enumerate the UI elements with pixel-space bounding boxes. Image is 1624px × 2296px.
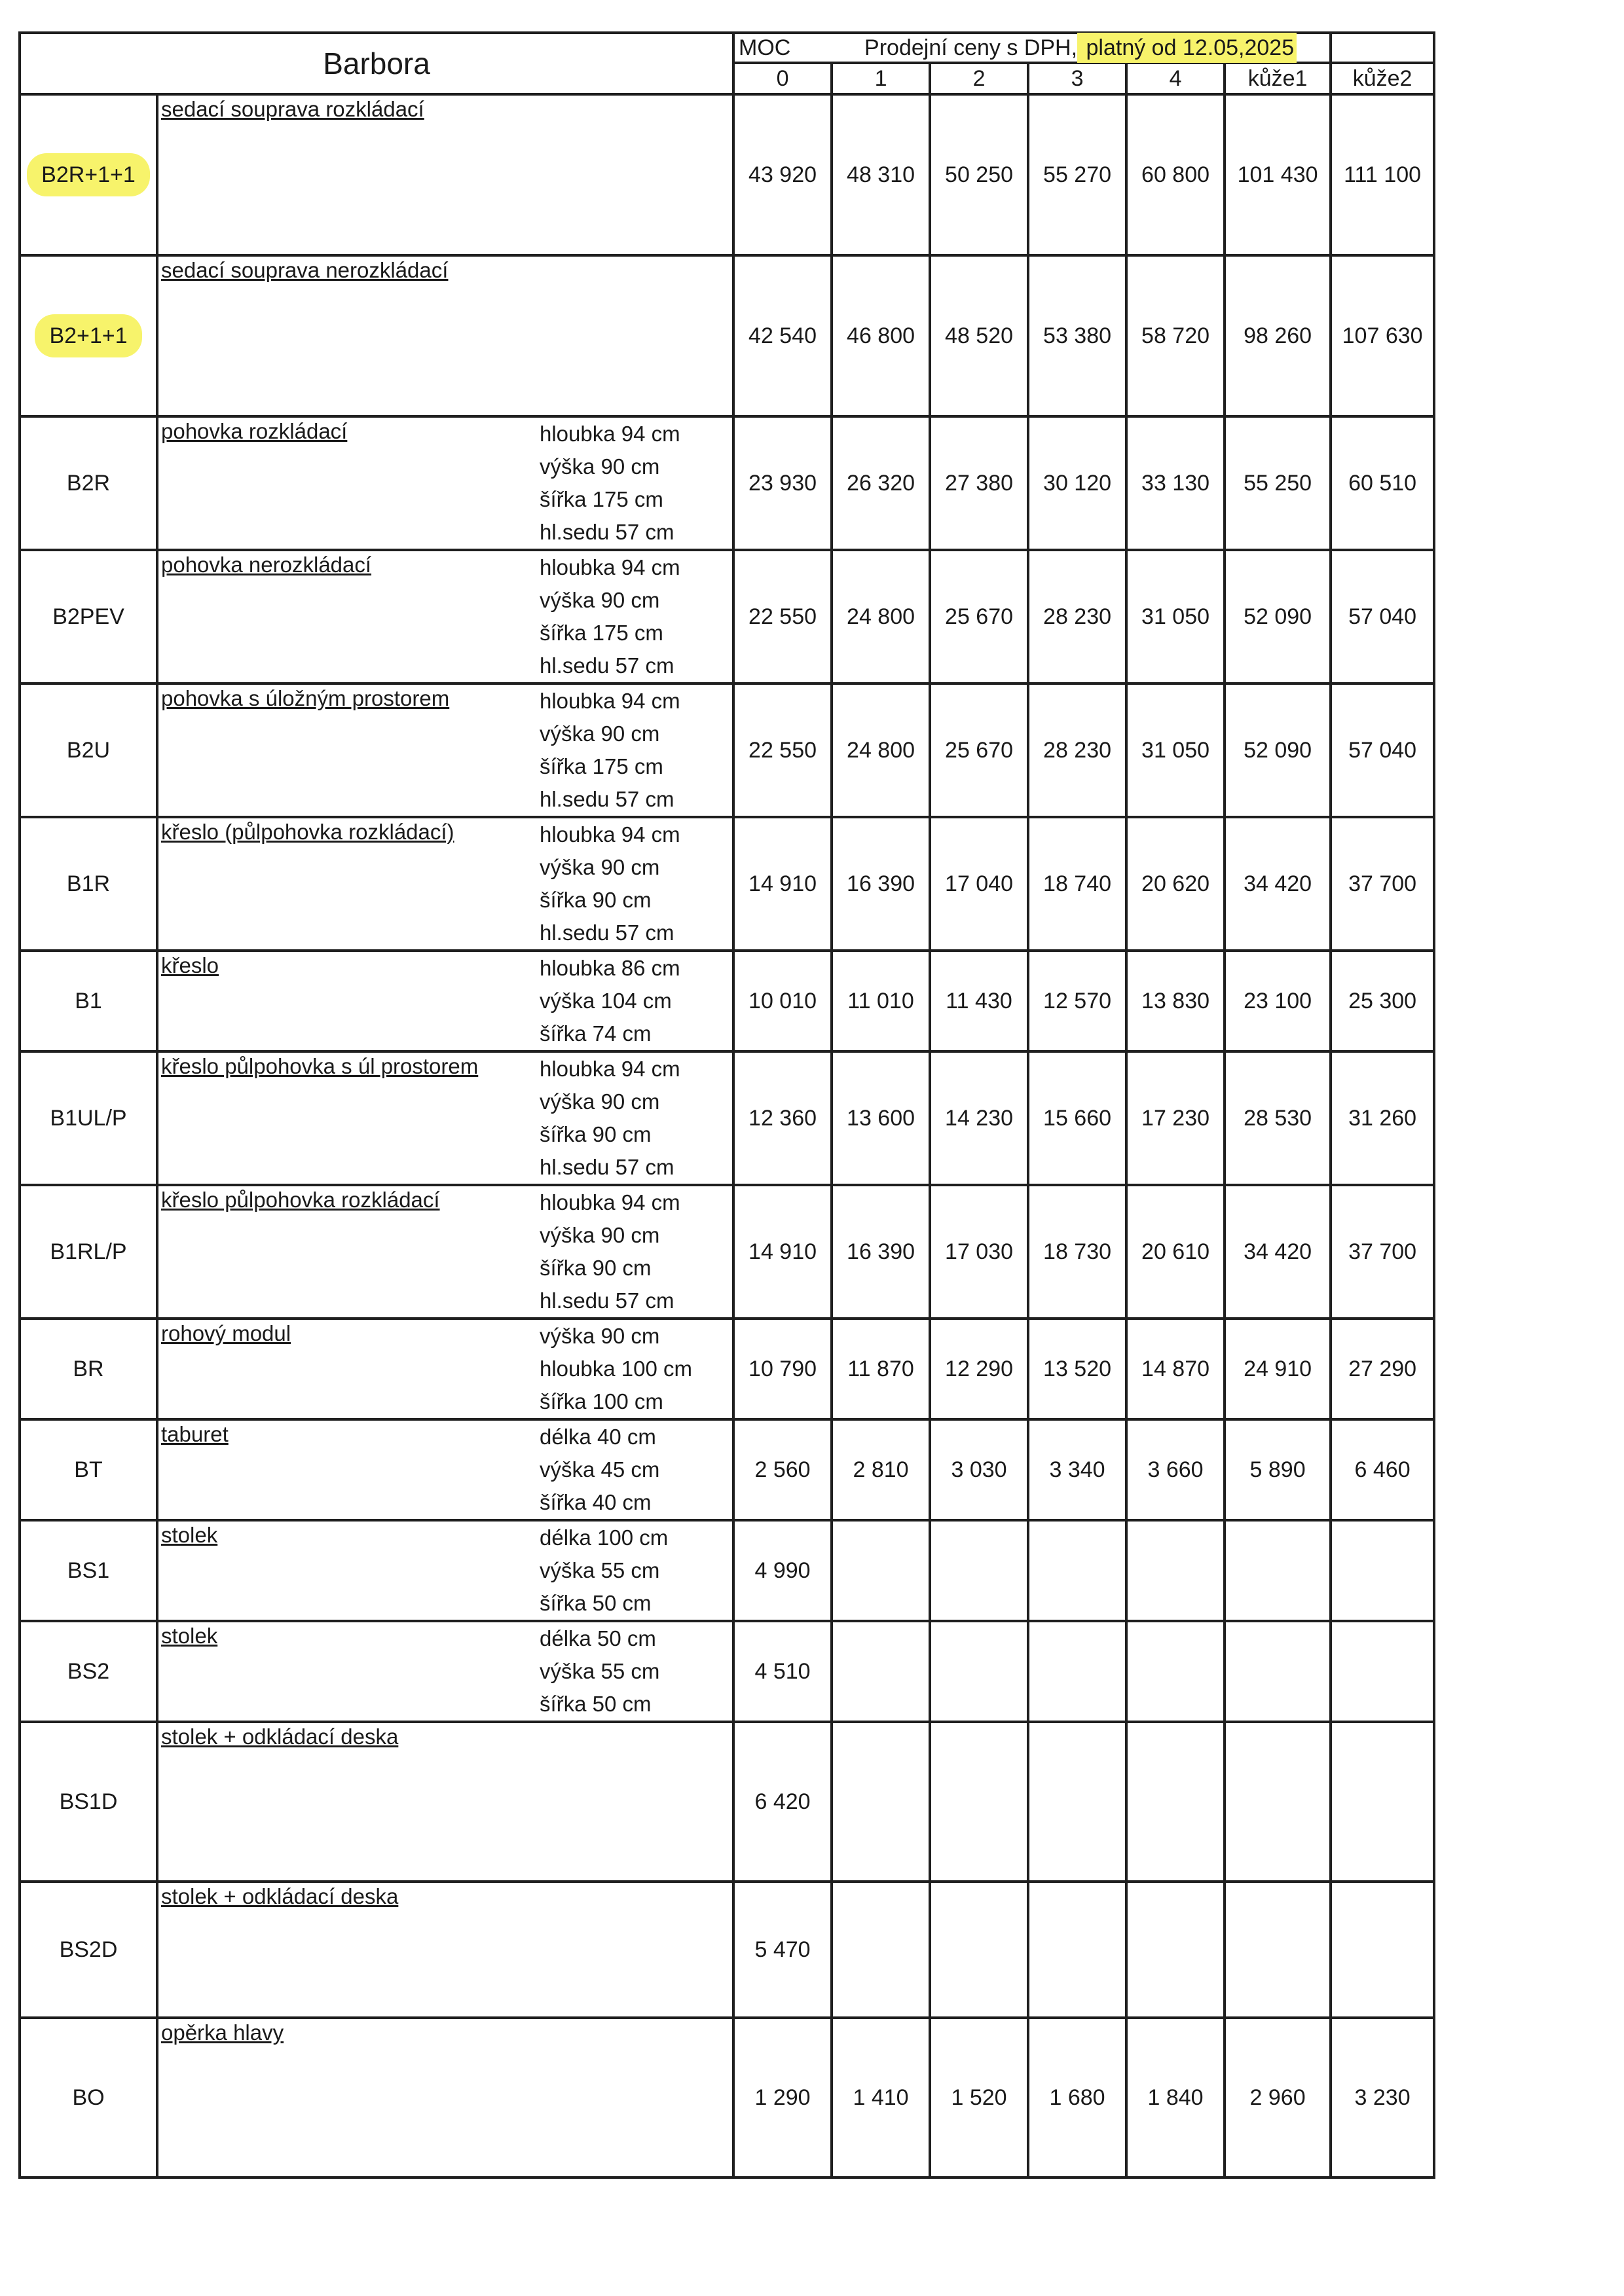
- price-cell: 2 560: [733, 1419, 832, 1520]
- product-code-cell: [20, 951, 157, 1051]
- product-dimensions-cell: [537, 1621, 733, 1722]
- price-cell: 3 340: [1028, 1419, 1126, 1520]
- product-description-cell: [157, 951, 537, 1051]
- product-code: B2R: [66, 470, 111, 496]
- price-cell: 53 380: [1028, 255, 1126, 416]
- dimension-line: šířka 74 cm: [540, 1021, 652, 1046]
- price-cell: 42 540: [733, 255, 832, 416]
- dimension-line: hloubka 86 cm: [540, 956, 680, 980]
- price-cell: [1126, 1520, 1225, 1621]
- product-dimensions-cell: [537, 683, 733, 817]
- dimension-line: výška 90 cm: [540, 721, 660, 746]
- dimension-line: výška 90 cm: [540, 1089, 660, 1114]
- column-header: 1: [832, 63, 930, 94]
- dimension-line: hl.sedu 57 cm: [540, 1288, 674, 1313]
- dimension-line: výška 90 cm: [540, 855, 660, 879]
- price-cell: 4 990: [733, 1520, 832, 1621]
- dimension-line: výška 45 cm: [540, 1457, 660, 1482]
- product-name: pohovka nerozkládací: [161, 553, 372, 577]
- product-code: B2PEV: [52, 604, 124, 629]
- price-cell: 14 910: [733, 1185, 832, 1319]
- product-dimensions-cell: [537, 416, 733, 550]
- product-name: křeslo (půlpohovka rozkládací): [161, 820, 454, 844]
- product-dimensions-cell: [537, 1520, 733, 1621]
- column-header: kůže1: [1225, 63, 1331, 94]
- dimension-line: hl.sedu 57 cm: [540, 920, 674, 945]
- price-cell: 10 010: [733, 951, 832, 1051]
- column-header: 3: [1028, 63, 1126, 94]
- product-code-cell: [20, 1520, 157, 1621]
- product-code-cell: [20, 94, 157, 255]
- price-cell: 27 290: [1331, 1319, 1434, 1419]
- price-cell: 98 260: [1225, 255, 1331, 416]
- product-code: B1RL/P: [50, 1239, 127, 1264]
- product-description-cell: [157, 1722, 733, 1882]
- price-cell: 107 630: [1331, 255, 1434, 416]
- product-code: BS1D: [59, 1789, 118, 1814]
- dimension-line: výška 55 cm: [540, 1558, 660, 1582]
- price-cell: [1331, 1882, 1434, 2018]
- header-blank-cell: [1331, 33, 1434, 63]
- product-code-cell: [20, 1882, 157, 2018]
- price-cell: 22 550: [733, 683, 832, 817]
- price-cell: 13 520: [1028, 1319, 1126, 1419]
- dimension-line: hl.sedu 57 cm: [540, 653, 674, 678]
- product-description-cell: [157, 550, 537, 683]
- price-cell: [1126, 1882, 1225, 2018]
- dimension-line: délka 40 cm: [540, 1425, 656, 1449]
- dimension-line: šířka 50 cm: [540, 1692, 652, 1716]
- table-row: [20, 550, 1434, 683]
- price-cell: 1 840: [1126, 2018, 1225, 2178]
- product-code: B1UL/P: [50, 1105, 127, 1131]
- price-cell: [1028, 1722, 1126, 1882]
- price-cell: 4 510: [733, 1621, 832, 1722]
- price-cell: 23 930: [733, 416, 832, 550]
- product-code-cell: [20, 817, 157, 951]
- dimension-line: šířka 175 cm: [540, 487, 663, 511]
- product-code-cell: [20, 1621, 157, 1722]
- price-cell: 60 800: [1126, 94, 1225, 255]
- table-row: [20, 1319, 1434, 1419]
- dimension-line: hloubka 94 cm: [540, 822, 680, 847]
- dimension-line: hl.sedu 57 cm: [540, 1155, 674, 1179]
- price-cell: 14 230: [930, 1051, 1028, 1185]
- price-cell: [1028, 1882, 1126, 2018]
- price-cell: 27 380: [930, 416, 1028, 550]
- dimension-line: délka 50 cm: [540, 1626, 656, 1650]
- product-code: BS2: [67, 1658, 110, 1684]
- price-cell: 1 680: [1028, 2018, 1126, 2178]
- price-cell: 111 100: [1331, 94, 1434, 255]
- price-cell: [1331, 1722, 1434, 1882]
- dimension-line: šířka 100 cm: [540, 1389, 663, 1413]
- product-name: stolek + odkládací deska: [161, 1884, 399, 1908]
- product-code-cell: [20, 416, 157, 550]
- price-cell: [1126, 1621, 1225, 1722]
- price-cell: 14 870: [1126, 1319, 1225, 1419]
- dimension-line: výška 90 cm: [540, 1324, 660, 1348]
- product-dimensions-cell: [537, 1419, 733, 1520]
- product-name: rohový modul: [161, 1321, 291, 1345]
- price-cell: [832, 1882, 930, 2018]
- price-cell: 31 050: [1126, 683, 1225, 817]
- product-code: B2+1+1: [35, 314, 141, 357]
- price-cell: 50 250: [930, 94, 1028, 255]
- product-code: BS1: [67, 1558, 110, 1583]
- price-cell: 13 830: [1126, 951, 1225, 1051]
- dimension-line: hloubka 94 cm: [540, 555, 680, 579]
- product-name: křeslo půlpohovka rozkládací: [161, 1188, 440, 1212]
- price-cell: 24 800: [832, 550, 930, 683]
- price-cell: 55 250: [1225, 416, 1331, 550]
- moc-label: MOC: [733, 33, 832, 63]
- price-cell: 16 390: [832, 817, 930, 951]
- price-cell: [1028, 1520, 1126, 1621]
- product-description-cell: [157, 2018, 733, 2178]
- price-cell: 37 700: [1331, 817, 1434, 951]
- product-name: stolek + odkládací deska: [161, 1724, 399, 1749]
- product-code-cell: [20, 683, 157, 817]
- dimension-line: šířka 40 cm: [540, 1490, 652, 1514]
- price-cell: 57 040: [1331, 550, 1434, 683]
- dimension-line: hloubka 94 cm: [540, 1190, 680, 1214]
- dimension-line: délka 100 cm: [540, 1525, 669, 1550]
- price-cell: 26 320: [832, 416, 930, 550]
- price-cell: [1225, 1621, 1331, 1722]
- product-description-cell: [157, 1419, 537, 1520]
- dimension-line: hloubka 94 cm: [540, 1057, 680, 1081]
- price-cell: 10 790: [733, 1319, 832, 1419]
- dimension-line: hloubka 94 cm: [540, 689, 680, 713]
- dimension-line: šířka 90 cm: [540, 1256, 652, 1280]
- product-code: B1: [75, 988, 102, 1013]
- product-code-cell: [20, 1319, 157, 1419]
- dimension-line: šířka 175 cm: [540, 754, 663, 778]
- price-cell: 5 470: [733, 1882, 832, 2018]
- price-cell: 18 740: [1028, 817, 1126, 951]
- table-row: [20, 255, 1434, 416]
- price-cell: 31 050: [1126, 550, 1225, 683]
- price-cell: [1225, 1722, 1331, 1882]
- price-cell: 17 230: [1126, 1051, 1225, 1185]
- price-cell: 11 430: [930, 951, 1028, 1051]
- table-row: [20, 1051, 1434, 1185]
- dimension-line: hloubka 94 cm: [540, 422, 680, 446]
- dimension-line: výška 90 cm: [540, 588, 660, 612]
- price-cell: 34 420: [1225, 817, 1331, 951]
- product-name: opěrka hlavy: [161, 2020, 284, 2045]
- price-cell: 13 600: [832, 1051, 930, 1185]
- product-name: křeslo: [161, 953, 219, 977]
- price-cell: 28 230: [1028, 683, 1126, 817]
- product-dimensions-cell: [537, 951, 733, 1051]
- price-cell: 12 290: [930, 1319, 1028, 1419]
- price-cell: 25 670: [930, 683, 1028, 817]
- dimension-line: výška 90 cm: [540, 1223, 660, 1247]
- price-cell: 37 700: [1331, 1185, 1434, 1319]
- price-cell: 3 660: [1126, 1419, 1225, 1520]
- product-dimensions-cell: [537, 550, 733, 683]
- product-code: BO: [72, 2085, 105, 2110]
- product-code-cell: [20, 1185, 157, 1319]
- price-cell: 12 360: [733, 1051, 832, 1185]
- price-cell: 48 520: [930, 255, 1028, 416]
- price-cell: 101 430: [1225, 94, 1331, 255]
- product-name: stolek: [161, 1523, 218, 1547]
- column-header: 2: [930, 63, 1028, 94]
- price-cell: [1028, 1621, 1126, 1722]
- price-cell: 1 410: [832, 2018, 930, 2178]
- price-cell: 31 260: [1331, 1051, 1434, 1185]
- price-table: [18, 31, 1435, 2179]
- price-cell: [1225, 1882, 1331, 2018]
- product-code-cell: [20, 255, 157, 416]
- price-cell: [1126, 1722, 1225, 1882]
- product-description-cell: [157, 255, 733, 416]
- product-dimensions-cell: [537, 1185, 733, 1319]
- price-cell: [1331, 1520, 1434, 1621]
- product-description-cell: [157, 1621, 537, 1722]
- price-cell: [832, 1520, 930, 1621]
- price-cell: 60 510: [1331, 416, 1434, 550]
- price-cell: 25 670: [930, 550, 1028, 683]
- price-cell: [832, 1722, 930, 1882]
- product-dimensions-cell: [537, 1051, 733, 1185]
- table-row: [20, 951, 1434, 1051]
- product-name: křeslo půlpohovka s úl prostorem: [161, 1054, 479, 1078]
- price-cell: 28 530: [1225, 1051, 1331, 1185]
- table-row: [20, 94, 1434, 255]
- product-dimensions-cell: [537, 1319, 733, 1419]
- product-code-cell: [20, 1419, 157, 1520]
- header-row-top: [20, 33, 1434, 63]
- price-cell: 6 460: [1331, 1419, 1434, 1520]
- product-code: BS2D: [59, 1937, 118, 1962]
- dimension-line: šířka 90 cm: [540, 1122, 652, 1146]
- price-cell: 25 300: [1331, 951, 1434, 1051]
- price-note-plain: Prodejní ceny s DPH,: [864, 35, 1078, 60]
- price-note: [832, 33, 1331, 63]
- price-cell: 12 570: [1028, 951, 1126, 1051]
- price-cell: 20 620: [1126, 817, 1225, 951]
- table-row: [20, 2018, 1434, 2178]
- product-description-cell: [157, 1520, 537, 1621]
- product-code-cell: [20, 550, 157, 683]
- price-cell: 28 230: [1028, 550, 1126, 683]
- price-cell: 17 030: [930, 1185, 1028, 1319]
- price-list-sheet: [18, 31, 1433, 2179]
- dimension-line: šířka 175 cm: [540, 621, 663, 645]
- price-cell: [1331, 1621, 1434, 1722]
- price-cell: [930, 1621, 1028, 1722]
- table-row: [20, 1722, 1434, 1882]
- dimension-line: výška 90 cm: [540, 454, 660, 479]
- product-description-cell: [157, 1051, 537, 1185]
- price-cell: [1225, 1520, 1331, 1621]
- table-row: [20, 1520, 1434, 1621]
- price-cell: 11 010: [832, 951, 930, 1051]
- product-description-cell: [157, 1319, 537, 1419]
- price-cell: 52 090: [1225, 683, 1331, 817]
- price-cell: 2 810: [832, 1419, 930, 1520]
- product-code-cell: [20, 1051, 157, 1185]
- dimension-line: šířka 50 cm: [540, 1591, 652, 1615]
- price-cell: 34 420: [1225, 1185, 1331, 1319]
- product-code: BR: [73, 1356, 104, 1381]
- dimension-line: výška 55 cm: [540, 1659, 660, 1683]
- price-cell: 18 730: [1028, 1185, 1126, 1319]
- price-cell: 22 550: [733, 550, 832, 683]
- price-cell: 1 290: [733, 2018, 832, 2178]
- product-code: B1R: [66, 871, 111, 896]
- price-cell: 43 920: [733, 94, 832, 255]
- product-description-cell: [157, 1185, 537, 1319]
- dimension-line: hl.sedu 57 cm: [540, 520, 674, 544]
- dimension-line: hloubka 100 cm: [540, 1357, 692, 1381]
- product-code: BT: [74, 1457, 103, 1482]
- price-cell: 23 100: [1225, 951, 1331, 1051]
- product-code-cell: [20, 1722, 157, 1882]
- product-name: pohovka rozkládací: [161, 419, 348, 443]
- table-row: [20, 416, 1434, 550]
- table-row: [20, 1185, 1434, 1319]
- price-cell: 1 520: [930, 2018, 1028, 2178]
- price-cell: 3 030: [930, 1419, 1028, 1520]
- product-description-cell: [157, 1882, 733, 2018]
- product-dimensions-cell: [537, 817, 733, 951]
- product-code-cell: [20, 2018, 157, 2178]
- product-name: stolek: [161, 1624, 218, 1648]
- price-cell: 20 610: [1126, 1185, 1225, 1319]
- price-cell: 57 040: [1331, 683, 1434, 817]
- brand-title: Barbora: [20, 33, 733, 94]
- column-header: kůže2: [1331, 63, 1434, 94]
- price-cell: 15 660: [1028, 1051, 1126, 1185]
- price-cell: 48 310: [832, 94, 930, 255]
- dimension-line: hl.sedu 57 cm: [540, 787, 674, 811]
- price-cell: 2 960: [1225, 2018, 1331, 2178]
- dimension-line: výška 104 cm: [540, 989, 672, 1013]
- column-header: 4: [1126, 63, 1225, 94]
- product-name: sedací souprava nerozkládací: [161, 258, 449, 282]
- price-cell: 24 800: [832, 683, 930, 817]
- dimension-line: šířka 90 cm: [540, 888, 652, 912]
- price-cell: 58 720: [1126, 255, 1225, 416]
- price-cell: 46 800: [832, 255, 930, 416]
- price-cell: 5 890: [1225, 1419, 1331, 1520]
- price-cell: [930, 1722, 1028, 1882]
- price-note-date: platný od 12.05,2025: [1077, 33, 1297, 63]
- table-row: [20, 1621, 1434, 1722]
- price-cell: 14 910: [733, 817, 832, 951]
- price-cell: 24 910: [1225, 1319, 1331, 1419]
- product-code: B2R+1+1: [27, 153, 150, 196]
- product-name: pohovka s úložným prostorem: [161, 686, 450, 710]
- product-name: sedací souprava rozkládací: [161, 97, 424, 121]
- product-code: B2U: [66, 737, 111, 763]
- price-cell: 6 420: [733, 1722, 832, 1882]
- price-cell: 17 040: [930, 817, 1028, 951]
- price-cell: 16 390: [832, 1185, 930, 1319]
- product-description-cell: [157, 416, 537, 550]
- product-description-cell: [157, 817, 537, 951]
- price-cell: 11 870: [832, 1319, 930, 1419]
- price-cell: [832, 1621, 930, 1722]
- table-row: [20, 1882, 1434, 2018]
- table-row: [20, 683, 1434, 817]
- price-cell: 3 230: [1331, 2018, 1434, 2178]
- price-cell: [930, 1520, 1028, 1621]
- table-row: [20, 1419, 1434, 1520]
- product-description-cell: [157, 94, 733, 255]
- product-name: taburet: [161, 1422, 229, 1446]
- column-header: 0: [733, 63, 832, 94]
- price-cell: 30 120: [1028, 416, 1126, 550]
- price-cell: 52 090: [1225, 550, 1331, 683]
- price-rows: [20, 94, 1434, 2178]
- price-cell: 55 270: [1028, 94, 1126, 255]
- price-cell: [930, 1882, 1028, 2018]
- product-description-cell: [157, 683, 537, 817]
- table-row: [20, 817, 1434, 951]
- price-cell: 33 130: [1126, 416, 1225, 550]
